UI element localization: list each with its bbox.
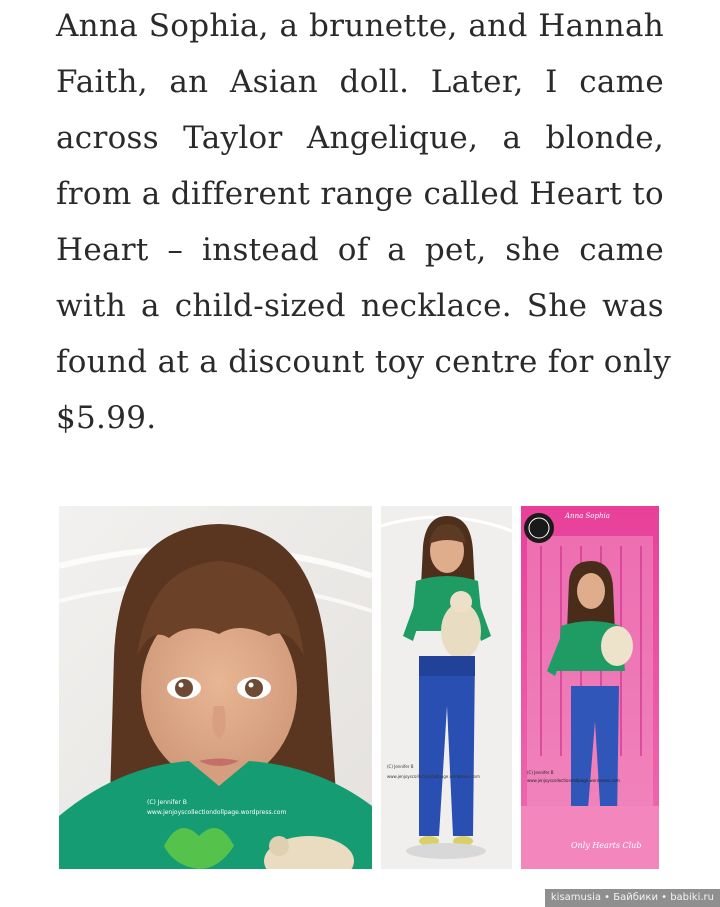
text-line: from a different range called Heart to xyxy=(56,176,664,212)
text-line: $5.99. xyxy=(56,400,157,436)
photo-url: www.jenjoyscollectiondollpage.wordpress.com xyxy=(387,774,480,779)
photo-caption: (C) Jennifer B xyxy=(147,799,187,806)
doll-closeup-photo[interactable] xyxy=(59,506,372,869)
doll-standing-image xyxy=(381,506,512,869)
text-line: Anna Sophia, a brunette, and Hannah xyxy=(56,8,664,44)
photo-url: www.jenjoyscollectiondollpage.wordpress.com xyxy=(147,809,287,816)
photo-caption: (C) Jennifer B xyxy=(527,770,554,775)
text-line: Faith, an Asian doll. Later, I came xyxy=(56,64,664,100)
photo-url: www.jenjoyscollectiondollpage.wordpress.com xyxy=(527,778,620,783)
doll-boxed-photo[interactable] xyxy=(521,506,659,869)
doll-standing-photo[interactable] xyxy=(381,506,512,869)
doll-closeup-image xyxy=(59,506,372,869)
photo-caption: (C) Jennifer B xyxy=(387,764,414,769)
text-line: with a child-sized necklace. She was xyxy=(56,288,664,324)
text-line: Heart – instead of a pet, she came xyxy=(56,232,664,268)
box-doll-name: Anna Sophia xyxy=(565,512,610,520)
text-line: across Taylor Angelique, a blonde, xyxy=(56,120,664,156)
site-watermark: kisamusia • Байбики • babiki.ru xyxy=(545,889,720,907)
doll-boxed-image xyxy=(521,506,659,869)
text-line: found at a discount toy centre for only xyxy=(56,344,672,380)
article-paragraph xyxy=(56,2,672,450)
brand-logo-text: Only Hearts Club xyxy=(571,841,642,850)
